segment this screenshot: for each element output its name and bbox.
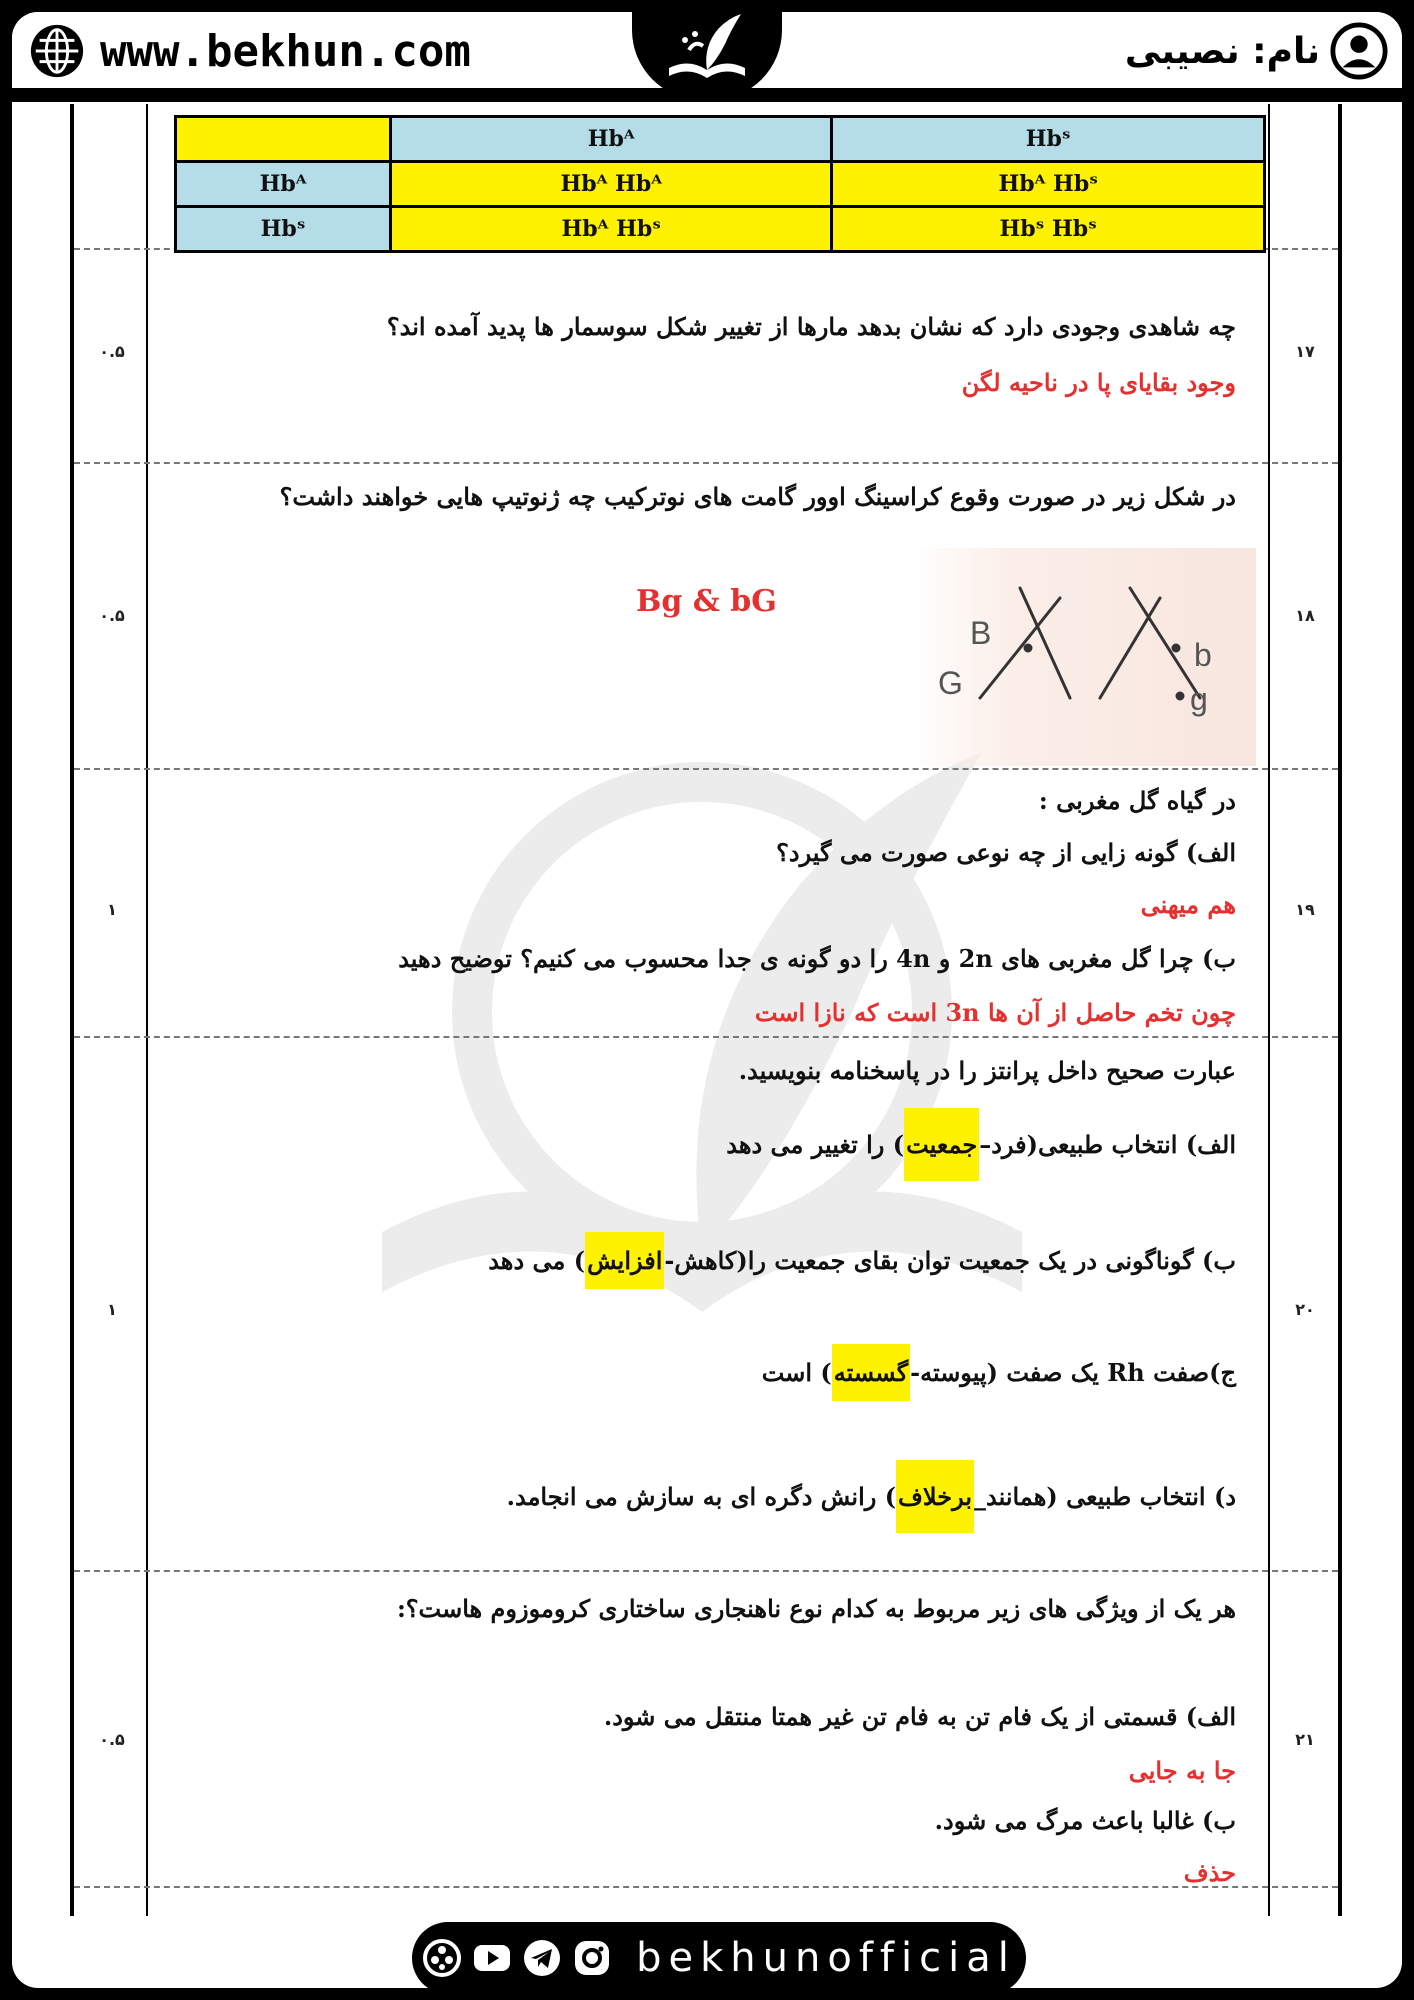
label-b: b [1194,637,1212,673]
table-cell: Hbˢ Hbˢ [832,207,1265,252]
text-segment: 2n [958,944,993,973]
question-number: ۲۱ [1295,1730,1315,1749]
text-segment: چون تخم حاصل از آن ها [987,998,1236,1027]
text-segment: د) انتخاب طبیعی (همانند_ [974,1482,1236,1511]
question-21-answer-b: حذف [1183,1858,1236,1887]
question-number: ۲۰ [1295,1300,1315,1319]
row-divider [74,768,1338,770]
table-row [176,162,1265,207]
text-segment: و [938,944,951,973]
crossing-over-sketch [910,548,1256,766]
site-link[interactable] [28,22,471,80]
question-21-part-b: ب) غالبا باعث مرگ می شود. [934,1806,1236,1835]
text-segment: الف) انتخاب طبیعی(فرد– [979,1130,1236,1159]
genotype-punnett-table [174,115,1266,253]
score-column-divider [146,104,148,1916]
highlighted-answer: جمعیت [904,1108,979,1181]
question-19-part-b [398,944,1236,973]
text-segment: ) است [761,1358,832,1387]
question-score: ۱ [107,1300,117,1319]
number-column-divider [1268,104,1270,1916]
text-segment: ج)صفت [1153,1358,1236,1387]
table-cell [176,117,391,162]
question-number: ۱۹ [1295,900,1315,919]
label-G: G [938,665,963,701]
rubika-icon[interactable] [422,1938,462,1978]
question-score: ۱ [107,900,117,919]
question-number: ۱۷ [1295,342,1315,361]
question-19-answer-a: هم میهنی [1140,890,1236,919]
table-cell: Hbᴬ Hbᴬ [391,162,832,207]
highlighted-answer: گسسته [832,1344,910,1401]
row-divider [74,462,1338,464]
book-quill-logo-icon [659,12,755,90]
header-divider [12,88,1402,102]
highlighted-answer: افزایش [585,1232,664,1289]
text-segment: ب) چرا گل مغربی های [1001,944,1236,973]
question-number: ۱۸ [1295,606,1315,625]
table-cell: Hbᴬ Hbˢ [391,207,832,252]
text-segment: را دو گونه ی جدا محسوب می کنیم؟ توضیح دهید [398,944,888,973]
text-segment: Rh [1107,1358,1145,1387]
question-21-intro: هر یک از ویژگی های زیر مربوط به کدام نوع ناهنجاری ساختاری کروموزوم هاست؟: [396,1594,1236,1623]
user-avatar-icon [1330,22,1388,80]
question-17-answer: وجود بقایای پا در ناحیه لگن [961,368,1236,397]
question-17-text: چه شاهدی وجودی دارد که نشان بدهد مارها از تغییر شکل سوسمار ها پدید آمده اند؟ [386,312,1236,341]
label-B: B [970,615,992,651]
question-18-answer: Bg & bG [636,584,777,619]
frame-left [70,104,74,1916]
text-segment: 4n [896,944,931,973]
text-segment: ب) گوناگونی در یک جمعیت توان بقای جمعیت را(کاهش- [664,1246,1236,1275]
question-19-answer-b [755,998,1236,1027]
table-cell: Hbᴬ [176,162,391,207]
youtube-icon[interactable] [472,1938,512,1978]
question-19-intro: در گیاه گل مغربی : [1038,786,1236,815]
question-19-part-a: الف) گونه زایی از چه نوعی صورت می گیرد؟ [776,838,1236,867]
label-g: g [1190,681,1208,717]
chromosome-figure [910,548,1256,766]
brand-logo [632,12,782,100]
question-21-part-a: الف) قسمتی از یک فام تن به فام تن غیر همتا منتقل می شود. [603,1702,1236,1731]
frame-right [1338,104,1342,1916]
social-footer[interactable] [412,1922,1026,1988]
question-18-text: در شکل زیر در صورت وقوع کراسینگ اوور گامت های نوترکیب چه ژنوتیپ هایی خواهند داشت؟ [279,482,1236,511]
table-cell: Hbᴬ [391,117,832,162]
row-divider [74,1036,1338,1038]
row-divider [74,1886,1338,1888]
table-header-row [176,117,1265,162]
question-20-part-c [762,1358,1236,1387]
text-segment: یک صفت (پیوسته- [910,1358,1099,1387]
text-segment: ) را تغییر می دهد [726,1130,905,1159]
table-cell: Hbˢ [832,117,1265,162]
table-cell: Hbᴬ Hbˢ [832,162,1265,207]
instagram-icon[interactable] [572,1938,612,1978]
text-segment: 3n [945,998,980,1027]
text-segment: ) رانش دگره ای به سازش می انجامد. [506,1482,897,1511]
question-score: ۰.۵ [99,1730,125,1749]
question-score: ۰.۵ [99,606,125,625]
question-score: ۰.۵ [99,342,125,361]
question-20-part-d [507,1482,1236,1511]
table-row [176,207,1265,252]
question-20-part-a [726,1130,1236,1159]
telegram-icon[interactable] [522,1938,562,1978]
site-url: www.bekhun.com [100,25,471,77]
text-segment: ) می دهد [488,1246,586,1275]
social-handle: bekhunofficial [636,1935,1016,1981]
name-label: نام: نصیبی [1124,30,1320,72]
student-name [1125,22,1388,80]
page [12,12,1402,1988]
table-cell: Hbˢ [176,207,391,252]
globe-icon [28,22,86,80]
header-bar [12,12,1402,88]
question-21-answer-a: جا به جایی [1128,1756,1236,1785]
question-20-part-b [488,1246,1236,1275]
text-segment: است که نازا است [754,998,938,1027]
highlighted-answer: برخلاف [896,1460,974,1533]
row-divider [74,1570,1338,1572]
question-20-intro: عبارت صحیح داخل پرانتز را در پاسخنامه بنویسید. [738,1056,1236,1085]
